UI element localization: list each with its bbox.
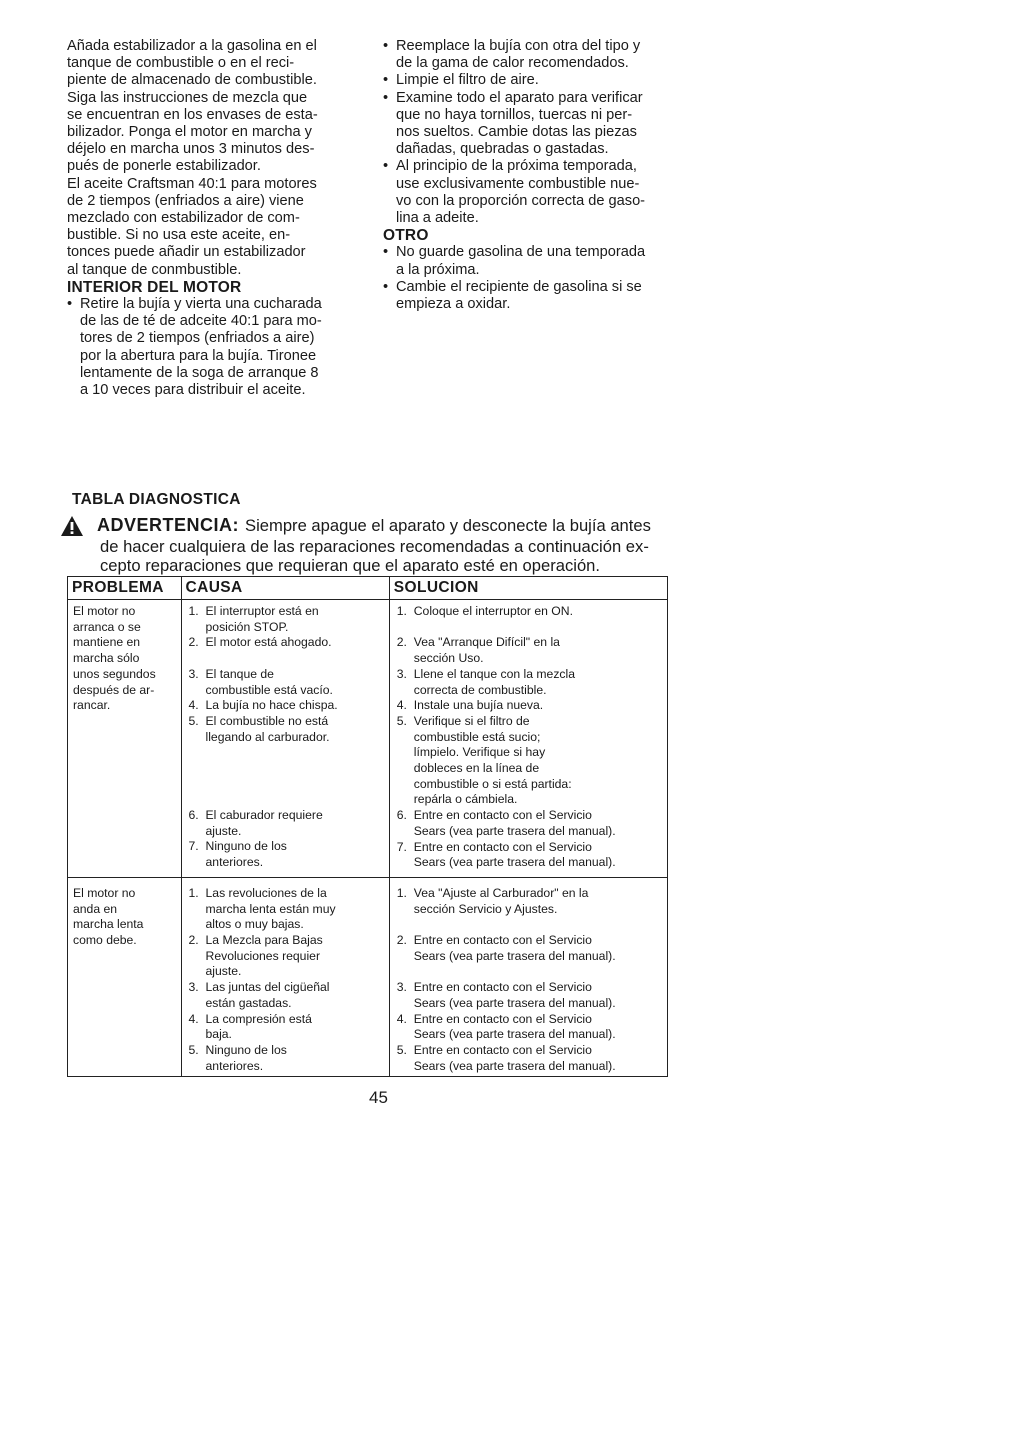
bullet-item xyxy=(383,158,683,175)
item-number: 1. xyxy=(188,885,199,900)
text-line: Sears (vea parte trasera del manual). xyxy=(413,1058,616,1073)
problem-cell xyxy=(68,877,182,1076)
text-line: marcha lenta xyxy=(73,917,144,932)
list-item xyxy=(187,604,385,635)
spacer xyxy=(187,792,385,808)
list-item xyxy=(395,1043,663,1074)
text-line: Sears (vea parte trasera del manual). xyxy=(413,823,616,838)
item-number: 3. xyxy=(188,980,199,995)
text-line: La compresión está xyxy=(205,1011,312,1026)
text-line: tanque de combustible o en el reci- xyxy=(67,55,295,72)
list-item xyxy=(187,667,385,698)
bullet-icon: • xyxy=(383,278,389,295)
text-line: La Mezcla para Bajas xyxy=(205,933,323,948)
text-line: lina a adeite. xyxy=(396,210,479,227)
list-item xyxy=(395,933,663,964)
text-line: sección Servicio y Ajustes. xyxy=(413,901,558,916)
text-line: vo con la proporción correcta de gaso- xyxy=(396,192,646,209)
text-line: Instale una bujía nueva. xyxy=(413,698,544,713)
list-item xyxy=(187,698,385,714)
header-causa: CAUSA xyxy=(181,577,389,600)
text-line: Entre en contacto con el Servicio xyxy=(413,839,592,854)
bullet-item xyxy=(67,296,367,313)
page-number: 45 xyxy=(369,1088,388,1107)
list-item xyxy=(395,1012,663,1043)
warning-text: de hacer cualquiera de las reparaciones recomendadas a continuación ex- xyxy=(100,537,649,556)
list-item xyxy=(395,840,663,871)
list-item xyxy=(187,839,385,870)
text-line: pués de ponerle estabilizador. xyxy=(67,158,261,175)
list-item xyxy=(395,714,663,808)
tabla-title: TABLA DIAGNOSTICA xyxy=(72,491,241,508)
text-line: El interruptor está en xyxy=(205,604,319,618)
text-line: Entre en contacto con el Servicio xyxy=(413,808,592,823)
text-line: repárla o cámbiela. xyxy=(413,792,518,807)
text-line: tores de 2 tiempos (enfriados a aire) xyxy=(80,330,315,347)
text-line: anteriores. xyxy=(205,1058,264,1073)
text-line: mantiene en xyxy=(73,635,141,650)
text-line: Retire la bujía y vierta una cucharada xyxy=(80,296,322,313)
spacer xyxy=(395,917,663,933)
text-line: límpielo. Verifique si hay xyxy=(413,745,546,760)
warning-label: ADVERTENCIA: xyxy=(97,515,240,536)
text-line: Limpie el filtro de aire. xyxy=(396,72,539,89)
text-line: están gastadas. xyxy=(205,995,292,1010)
left-column xyxy=(67,38,367,399)
text-line: El tanque de xyxy=(205,666,274,681)
text-line: Entre en contacto con el Servicio xyxy=(413,980,592,995)
text-line: bilizador. Ponga el motor en marcha y xyxy=(67,124,312,141)
spacer xyxy=(187,777,385,793)
item-number: 5. xyxy=(396,1042,407,1057)
text-line: anteriores. xyxy=(205,855,264,870)
text-line: rancar. xyxy=(73,698,111,713)
text-line: correcta de combustible. xyxy=(413,682,547,697)
text-line: por la abertura para la bujía. Tironee xyxy=(80,347,317,364)
list-item xyxy=(395,635,663,666)
warning-text: Siempre apague el aparato y desconecte la bujía antes xyxy=(245,516,651,536)
text-line: Sears (vea parte trasera del manual). xyxy=(413,995,616,1010)
text-line: Ninguno de los xyxy=(205,839,287,854)
item-number: 3. xyxy=(396,666,407,681)
spacer xyxy=(187,761,385,777)
text-line: El motor no xyxy=(73,885,136,900)
text-line: Sears (vea parte trasera del manual). xyxy=(413,855,616,870)
header-problema: PROBLEMA xyxy=(68,577,182,600)
item-number: 6. xyxy=(188,808,199,823)
item-number: 5. xyxy=(188,1042,199,1057)
text-line: posición STOP. xyxy=(205,619,289,634)
table-row xyxy=(68,877,668,1076)
text-line: Entre en contacto con el Servicio xyxy=(413,1042,592,1057)
list-item xyxy=(395,808,663,839)
cause-cell xyxy=(181,877,389,1076)
text-line: tonces puede añadir un estabilizador xyxy=(67,244,306,261)
text-line: Entre en contacto con el Servicio xyxy=(413,933,592,948)
text-line: después de ar- xyxy=(73,682,155,697)
text-line: combustible está vacío. xyxy=(205,682,333,697)
section-heading-interior: INTERIOR DEL MOTOR xyxy=(67,278,242,296)
list-item xyxy=(395,698,663,714)
item-number: 4. xyxy=(188,1011,199,1026)
bullet-item xyxy=(383,244,683,261)
spacer xyxy=(395,620,663,636)
text-line: nos sueltos. Cambie dotas las piezas xyxy=(396,124,637,141)
item-number: 4. xyxy=(188,698,199,713)
text-line: de la gama de calor recomendados. xyxy=(396,55,629,72)
text-line: marcha sólo xyxy=(73,651,140,666)
text-line: Cambie el recipiente de gasolina si se xyxy=(396,278,642,295)
text-line: combustible o si está partida: xyxy=(413,776,572,791)
text-line: Siga las instrucciones de mezcla que xyxy=(67,89,308,106)
bullet-icon: • xyxy=(383,72,389,89)
bullet-icon: • xyxy=(383,89,389,106)
list-item xyxy=(187,635,385,651)
text-line: que no haya tornillos, tuercas ni per- xyxy=(396,106,633,123)
item-number: 2. xyxy=(396,933,407,948)
text-line: marcha lenta están muy xyxy=(205,901,336,916)
text-line: Sears (vea parte trasera del manual). xyxy=(413,1027,616,1042)
text-line: El aceite Craftsman 40:1 para motores xyxy=(67,175,317,192)
list-item xyxy=(187,714,385,745)
text-line: dañadas, quebradas o gastadas. xyxy=(396,141,609,158)
item-number: 7. xyxy=(396,839,407,854)
text-line: ajuste. xyxy=(205,964,242,979)
item-number: 2. xyxy=(188,933,199,948)
table-header-row xyxy=(68,577,668,600)
text-line: Examine todo el aparato para verificar xyxy=(396,89,643,106)
item-number: 7. xyxy=(188,839,199,854)
text-line: ajuste. xyxy=(205,823,242,838)
section-heading-otro: OTRO xyxy=(383,227,429,245)
text-line: No guarde gasolina de una temporada xyxy=(396,244,646,261)
list-item xyxy=(395,667,663,698)
list-item xyxy=(187,808,385,839)
list-item xyxy=(395,604,663,620)
item-number: 2. xyxy=(396,635,407,650)
text-line: Llene el tanque con la mezcla xyxy=(413,666,576,681)
spacer xyxy=(395,964,663,980)
warning-block xyxy=(60,515,700,576)
cause-cell xyxy=(181,600,389,878)
list-item xyxy=(187,886,385,933)
text-line: bustible. Si no usa este aceite, en- xyxy=(67,227,291,244)
item-number: 3. xyxy=(188,666,199,681)
list-item xyxy=(187,1012,385,1043)
bullet-item xyxy=(383,90,683,107)
item-number: 6. xyxy=(396,808,407,823)
text-line: El motor no xyxy=(73,604,136,618)
text-line: mezclado con estabilizador de com- xyxy=(67,210,300,227)
text-line: Añada estabilizador a la gasolina en el xyxy=(67,38,317,54)
text-line: de las de té de adceite 40:1 para mo- xyxy=(80,313,322,330)
text-line: unos segundos xyxy=(73,666,156,681)
text-line: Reemplace la bujía con otra del tipo y xyxy=(396,38,641,54)
text-line: a la próxima. xyxy=(396,261,480,278)
text-line: a 10 veces para distribuir el aceite. xyxy=(80,382,306,399)
text-line: como debe. xyxy=(73,933,137,948)
bullet-item xyxy=(383,72,683,89)
text-line: al tanque de conmbustible. xyxy=(67,261,242,278)
text-line: Revoluciones requier xyxy=(205,948,321,963)
text-line: Las revoluciones de la xyxy=(205,885,327,900)
text-line: se encuentran en los envases de esta- xyxy=(67,106,318,123)
text-line: dobleces en la línea de xyxy=(413,761,540,776)
text-line: Vea "Arranque Difícil" en la xyxy=(413,635,560,650)
bullet-icon: • xyxy=(383,38,389,54)
stabilizer-paragraph xyxy=(67,38,367,176)
item-number: 2. xyxy=(188,635,199,650)
text-line: Ninguno de los xyxy=(205,1042,287,1057)
item-number: 3. xyxy=(396,980,407,995)
table-row xyxy=(68,600,668,878)
text-line: Coloque el interruptor en ON. xyxy=(413,604,573,618)
text-line: altos o muy bajas. xyxy=(205,917,304,932)
oil-paragraph xyxy=(67,176,367,279)
list-item xyxy=(187,980,385,1011)
text-line: La bujía no hace chispa. xyxy=(205,698,338,713)
spacer xyxy=(187,651,385,667)
text-line: El motor está ahogado. xyxy=(205,635,332,650)
solution-cell xyxy=(389,600,667,878)
item-number: 4. xyxy=(396,1011,407,1026)
text-line: piente de almacenado de combustible. xyxy=(67,72,317,89)
right-column xyxy=(383,38,683,313)
text-line: de 2 tiempos (enfriados a aire) viene xyxy=(67,192,304,209)
list-item xyxy=(187,1043,385,1074)
text-line: baja. xyxy=(205,1027,232,1042)
bullet-icon: • xyxy=(383,158,389,175)
warning-triangle-icon xyxy=(60,515,84,537)
text-line: El combustible no está xyxy=(205,713,329,728)
text-line: Las juntas del cigüeñal xyxy=(205,980,330,995)
bullet-item xyxy=(383,38,683,55)
text-line: Entre en contacto con el Servicio xyxy=(413,1011,592,1026)
spacer xyxy=(187,745,385,761)
list-item xyxy=(187,933,385,980)
text-line: Verifique si el filtro de xyxy=(413,713,530,728)
text-line: lentamente de la soga de arranque 8 xyxy=(80,364,319,381)
text-line: empieza a oxidar. xyxy=(396,296,511,313)
text-line: combustible está sucio; xyxy=(413,729,541,744)
item-number: 1. xyxy=(396,885,407,900)
header-solucion: SOLUCION xyxy=(389,577,667,600)
text-line: Sears (vea parte trasera del manual). xyxy=(413,948,616,963)
text-line: déjelo en marcha unos 3 minutos des- xyxy=(67,141,315,158)
text-line: arranca o se xyxy=(73,619,141,634)
bullet-item xyxy=(383,279,683,296)
text-line: El caburador requiere xyxy=(205,808,323,823)
text-line: Vea "Ajuste al Carburador" en la xyxy=(413,885,589,900)
list-item xyxy=(395,980,663,1011)
item-number: 5. xyxy=(396,713,407,728)
text-line: anda en xyxy=(73,901,118,916)
text-line: Al principio de la próxima temporada, xyxy=(396,158,637,175)
text-line: sección Uso. xyxy=(413,651,484,666)
bullet-icon: • xyxy=(67,296,73,313)
solution-cell xyxy=(389,877,667,1076)
text-line: use exclusivamente combustible nue- xyxy=(396,175,640,192)
text-line: llegando al carburador. xyxy=(205,729,330,744)
item-number: 1. xyxy=(188,604,199,618)
item-number: 5. xyxy=(188,713,199,728)
item-number: 1. xyxy=(396,604,407,618)
item-number: 4. xyxy=(396,698,407,713)
diagnostic-table xyxy=(67,576,668,1077)
bullet-icon: • xyxy=(383,244,389,261)
problem-cell xyxy=(68,600,182,878)
warning-text: cepto reparaciones que requieran que el aparato esté en operación. xyxy=(100,556,601,576)
list-item xyxy=(395,886,663,917)
